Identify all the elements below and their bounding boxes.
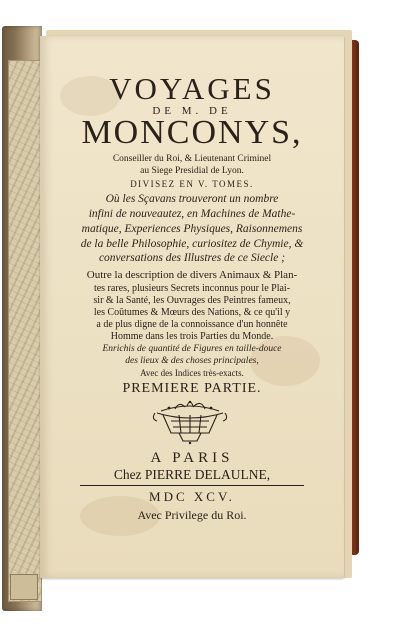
- description-line: tes rares, plusieurs Secrets inconnus pour le Plai-: [93, 283, 291, 294]
- subtitle-line: matique, Experiences Physiques, Raisonnemens: [81, 223, 303, 235]
- imprint-city: A PARIS: [150, 450, 234, 466]
- imprint-publisher: Chez PIERRE DELAULNE,: [113, 467, 271, 482]
- cover-marbled-paper: [8, 60, 42, 602]
- author-name: MONCONYS,: [81, 114, 303, 151]
- imprint-year: MDC XCV.: [149, 489, 235, 504]
- enrichis-line: des lieux & des choses principales,: [125, 356, 259, 366]
- description-line: a de plus digne de la connoissance d'un honnête: [96, 319, 288, 330]
- imprint: [40, 0, 344, 629]
- description-line: Homme dans les trois Parties du Monde.: [110, 331, 274, 342]
- subtitle-line: infini de nouveautez, en Machines de Mathe-: [88, 208, 296, 220]
- subtitle-line: conversations des Illustres de ce Siecle ;: [98, 252, 286, 264]
- author-office-line: Conseiller du Roi, & Lieutenant Criminel: [112, 154, 272, 164]
- indices-line: Avec des Indices très-exacts.: [140, 368, 244, 378]
- title-voyages: VOYAGES: [109, 71, 275, 106]
- title-de-m-de: DE M. DE: [152, 105, 232, 117]
- enrichis-line: Enrichis de quantité de Figures en taille-douce: [102, 344, 282, 354]
- description-line: Outre la description de divers Animaux & Plan-: [86, 269, 298, 281]
- cover-label: [10, 574, 38, 600]
- description-line: sir & la Santé, les Ouvrages des Peintres fameux,: [93, 295, 291, 306]
- subtitle-line: Où les Sçavans trouveront un nombre: [105, 193, 279, 205]
- book-cover: [2, 26, 42, 611]
- subtitle-line: de la belle Philosophie, curiositez de Chymie, &: [80, 238, 304, 250]
- author-office-line: au Siege Presidial de Lyon.: [140, 166, 244, 176]
- volumes-line: DIVISEZ EN V. TOMES.: [130, 179, 254, 189]
- part-heading: PREMIERE PARTIE.: [122, 381, 262, 396]
- imprint-privilege: Avec Privilege du Roi.: [137, 508, 247, 522]
- imprint-rule: [80, 485, 304, 486]
- description-line: les Coûtumes & Mœurs des Nations, & ce qu'il y: [93, 307, 291, 318]
